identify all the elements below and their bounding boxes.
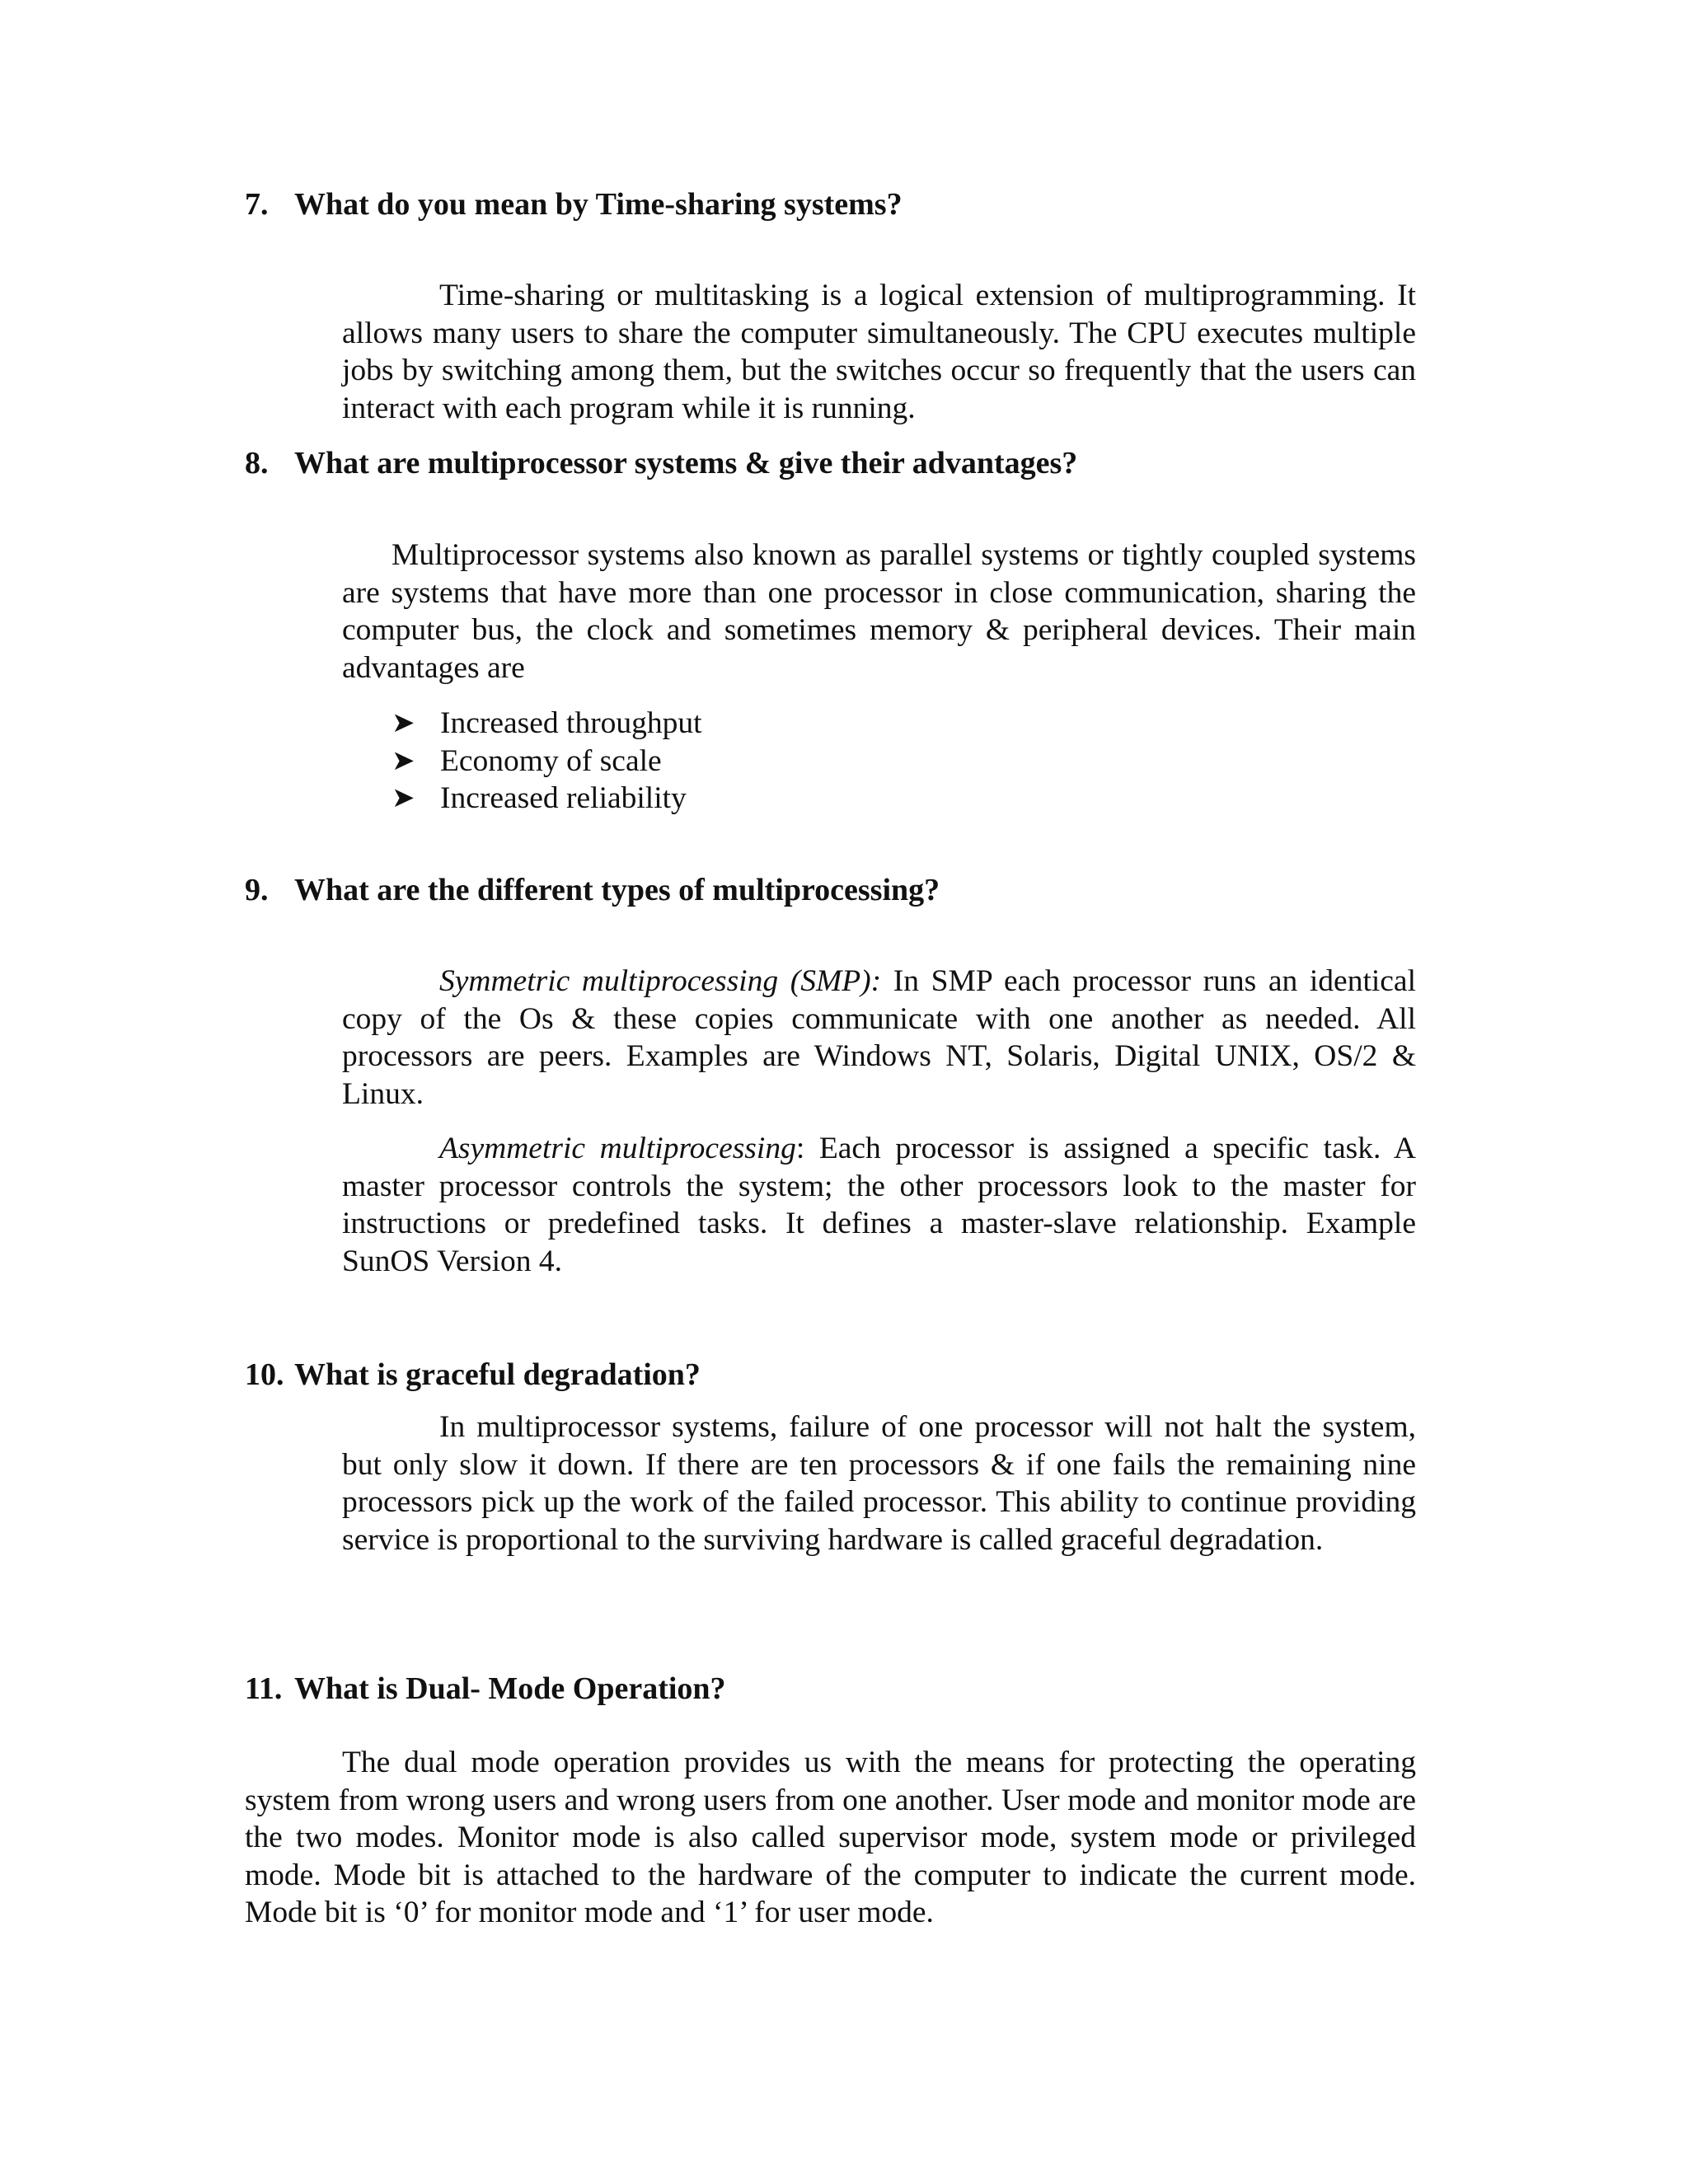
- smp-term: Symmetric multiprocessing (SMP):: [439, 964, 882, 998]
- question-7-heading: [245, 185, 1481, 223]
- list-item: ➤ Increased reliability: [392, 780, 1216, 818]
- question-11-answer: The dual mode operation provides us with the means for protecting the operating system from wrong users and wrong users from one another. User mode and monitor mode are the two modes. Monitor mode is also called supervisor mode, system mode or privileged mode. Mode bit is attached to the hardware of the computer to indicate the current mode. Mode bit is ‘0’ for monitor mode and ‘1’ for user mode.: [245, 1746, 1416, 1929]
- question-9-smp-paragraph: [342, 963, 1416, 1113]
- smp-description: In SMP each processor runs an identical copy of the Os & these copies communicate with one another as needed. All processors are peers. Examples are Windows NT, Solaris, Digital UNIX, OS/2 & Linux.: [342, 964, 1416, 1111]
- question-9-amp-paragraph: [342, 1130, 1416, 1280]
- question-number: 10.: [245, 1357, 284, 1392]
- question-title: What are the different types of multiprocessing?: [294, 873, 940, 907]
- question-number: 8.: [245, 446, 269, 480]
- arrow-bullet-icon: ➤: [392, 743, 415, 777]
- question-10-answer: In multiprocessor systems, failure of one processor will not halt the system, but only slow it down. If there are ten processors & if one fails the remaining nine processors pick up the work of the failed processor. This ability to continue providing service is proportional to the surviving hardware is called graceful degradation.: [342, 1410, 1416, 1557]
- question-8-answer: Multiprocessor systems also known as parallel systems or tightly coupled systems are systems that have more than one processor in close communication, sharing the computer bus, the clock and sometimes memory & peripheral devices. Their main advantages are: [342, 538, 1416, 685]
- amp-term: Asymmetric multiprocessing: [439, 1132, 796, 1165]
- arrow-bullet-icon: ➤: [392, 706, 415, 739]
- question-10-heading: [245, 1356, 1481, 1394]
- advantages-list: [392, 705, 1216, 818]
- question-7-answer: Time-sharing or multitasking is a logical extension of multiprogramming. It allows many users to share the computer simultaneously. The CPU executes multiple jobs by switching among them, but the switches occur so frequently that the users can interact with each program while it is running.: [342, 279, 1416, 425]
- question-title: What are multiprocessor systems & give their advantages?: [294, 446, 1078, 480]
- question-title: What do you mean by Time-sharing systems?: [294, 187, 903, 222]
- question-9-heading: [245, 871, 1481, 909]
- question-number: 11.: [245, 1671, 283, 1706]
- list-item: ➤ Increased throughput: [392, 705, 1216, 743]
- question-title: What is graceful degradation?: [294, 1357, 701, 1392]
- question-11-heading: [245, 1670, 1481, 1708]
- arrow-bullet-icon: ➤: [392, 781, 415, 814]
- question-number: 7.: [245, 187, 269, 222]
- question-8-heading: [245, 444, 1481, 482]
- question-number: 9.: [245, 873, 269, 907]
- amp-description: : Each processor is assigned a specific task. A master processor controls the system; the other processors look to the master for instructions or predefined tasks. It defines a master-slave relationship. Example SunOS Version 4.: [342, 1132, 1416, 1278]
- list-item: ➤ Economy of scale: [392, 743, 1216, 780]
- question-title: What is Dual- Mode Operation?: [294, 1671, 726, 1706]
